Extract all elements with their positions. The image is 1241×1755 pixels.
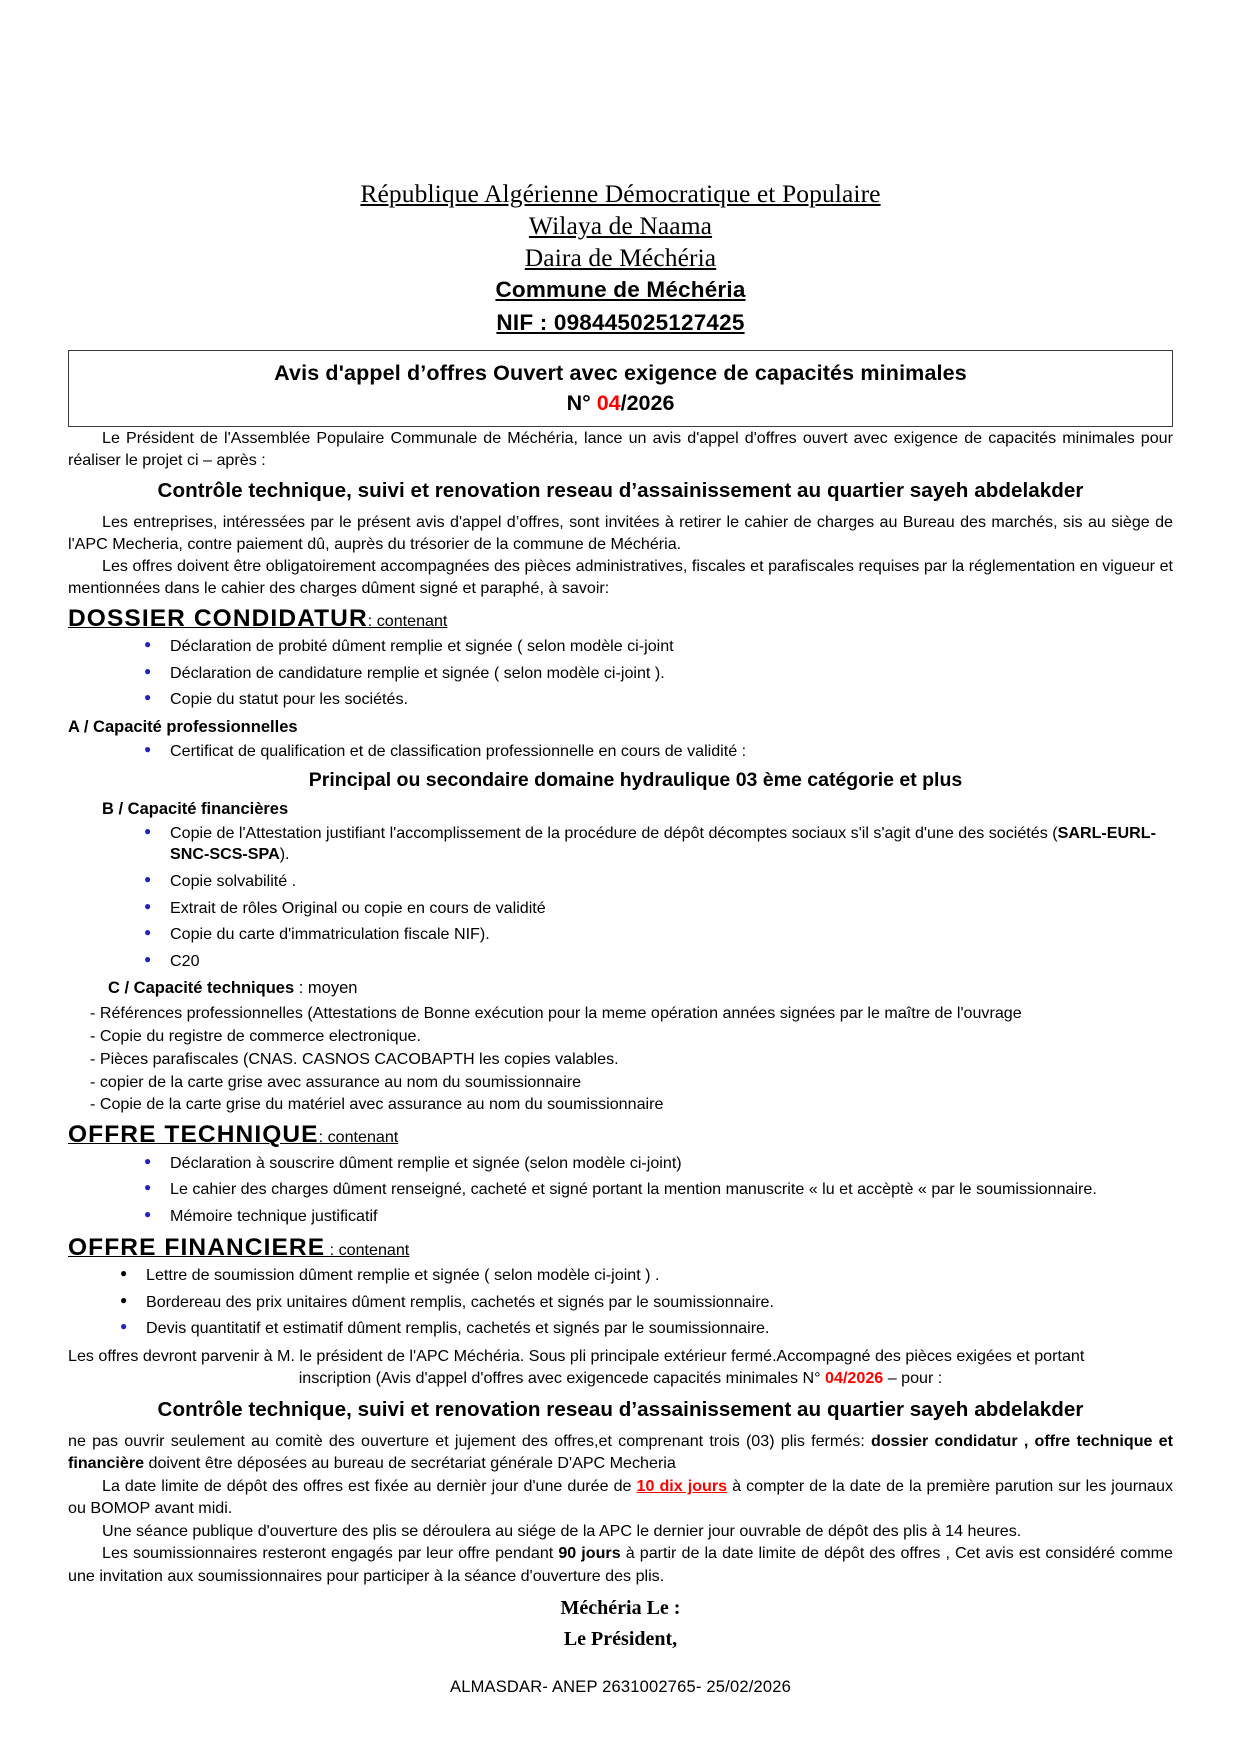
validity-text-b: à partir de la date limite de dépôt des offres , Cet avis est considéré comme une invitation aux soumissionnaires pour participer à la séance d'ouverture des plis. — [68, 1544, 1173, 1585]
offre-technique-heading-text: OFFRE TECHNIQUE — [68, 1121, 319, 1149]
project-title: Contrôle technique, suivi et renovation reseau d’assainissement au quartier sayeh abdelakder — [157, 479, 1084, 503]
commune-line — [68, 274, 1173, 306]
list-item: ● Déclaration à souscrire dûment remplie et signée (selon modèle ci-joint) — [144, 1153, 1173, 1175]
nif-line-text: NIF : 098445025127425 — [496, 309, 745, 335]
subsection-capacity-b: B / Capacité financières — [102, 800, 289, 819]
list-item: ● Déclaration de candidature remplie et signée ( selon modèle ci-joint ). — [144, 663, 1173, 685]
signature-place-date: Méchéria Le : — [560, 1597, 681, 1620]
inscription-text-a: inscription (Avis d'appel d'offres avec exigencede capacités minimales N° — [298, 1369, 826, 1388]
list-item: ● Copie du carte d'immatriculation fiscale NIF). — [144, 924, 1173, 946]
withdrawal-paragraph: Les entreprises, intéressées par le présent avis d'appel d’offres, sont invitées à retirer le cahier de charges au Bureau des marchés, sis au siège de l'APC Mecheria, contre paiement dû, auprès du trésorier de la commune de Méchéria. — [68, 512, 1173, 553]
list-item: ● Lettre de soumission dûment remplie et signée ( selon modèle ci-joint ) . — [120, 1265, 1173, 1287]
committee-text-a: ne pas ouvrir seulement au comitè des ouverture et jujement des offres,et comprenant trois (03) plis fermés: — [68, 1431, 871, 1450]
daira-line — [68, 242, 1173, 274]
republic-line-text: République Algérienne Démocratique et Populaire — [360, 179, 881, 208]
announcement-title-box — [68, 350, 1173, 427]
number-value: 04 — [596, 390, 621, 415]
daira-line-text: Daira de Méchéria — [524, 243, 717, 272]
company-types: SARL-EURL-SNC-SCS-SPA — [170, 823, 1156, 864]
capacity-b-list — [68, 823, 1173, 972]
list-item: - copier de la carte grise avec assurance au nom du soumissionnaire — [90, 1072, 582, 1091]
list-item: ● Extrait de rôles Original ou copie en cours de validité — [144, 898, 1173, 920]
list-item — [144, 823, 1173, 866]
number-prefix: N° — [566, 390, 597, 415]
committee-text-b: doivent être déposées au bureau de secrétariat générale D'APC Mecheria — [144, 1454, 676, 1473]
dossier-heading-text: DOSSIER CONDIDATUR — [68, 604, 368, 632]
validity-paragraph — [68, 1542, 1173, 1587]
capacity-c-list — [68, 1002, 1173, 1116]
offre-financiere-list — [68, 1265, 1173, 1340]
committee-paragraph — [68, 1430, 1173, 1475]
requirements-paragraph: Les offres doivent être obligatoirement accompagnées des pièces administratives, fiscales et parafiscales requises par la réglementation en vigueur et mentionnées dans le cahier des charges dûment signé et paraphé, à savoir: — [68, 557, 1173, 598]
validity-days: 90 jours — [558, 1544, 621, 1563]
list-item: - Références professionnelles (Attestations de Bonne exécution pour la meme opération années signées par le maître de l'ouvrage — [90, 1003, 1022, 1022]
offre-technique-list — [68, 1153, 1173, 1228]
submission-paragraph: Les offres devront parvenir à M. le président de l'APC Méchéria. Sous pli principale extérieur fermé.Accompagné des pièces exigées et portant — [68, 1346, 1085, 1365]
document-body — [68, 427, 1173, 1656]
validity-text-a: Les soumissionnaires resteront engagés par leur offre pendant — [102, 1544, 559, 1563]
offre-financiere-heading-tail: : contenant — [325, 1240, 410, 1259]
announcement-title: Avis d'appel d’offres Ouvert avec exigence de capacités minimales — [274, 361, 967, 385]
list-item: - Copie de la carte grise du matériel avec assurance au nom du soumissionnaire — [90, 1095, 664, 1114]
opening-session-paragraph: Une séance publique d'ouverture des plis se déroulera au siége de la APC le dernier jour ouvrable de dépôt des plis à 14 heures. — [102, 1521, 1022, 1540]
list-item: ● Le cahier des charges dûment renseigné, cacheté et signé portant la mention manuscrite « lu et accèptè « par le soumissionnaire. — [144, 1179, 1173, 1201]
footer-reference: ALMASDAR- ANEP 2631002765- 25/02/2026 — [450, 1678, 791, 1696]
list-item: - Copie du registre de commerce electronique. — [90, 1026, 421, 1045]
section-heading-offre-financiere — [68, 1233, 1173, 1264]
wilaya-line — [68, 210, 1173, 242]
committee-bold: dossier condidatur , offre technique et financière — [68, 1431, 1173, 1473]
dossier-heading-tail: : contenant — [367, 611, 448, 630]
inscription-number: 04/2026 — [825, 1369, 884, 1388]
list-item: ● C20 — [144, 951, 1173, 973]
wilaya-line-text: Wilaya de Naama — [528, 211, 713, 240]
list-item: ● Devis quantitatif et estimatif dûment remplis, cachetés et signés par le soumissionnaire. — [120, 1318, 1173, 1340]
number-year: /2026 — [620, 390, 675, 415]
section-heading-offre-technique — [68, 1120, 1173, 1151]
signature-block — [68, 1593, 1173, 1655]
republic-line — [68, 178, 1173, 210]
inscription-text-b: – pour : — [883, 1369, 943, 1388]
list-item: ● Mémoire technique justificatif — [144, 1206, 1173, 1228]
list-item: ● Bordereau des prix unitaires dûment remplis, cachetés et signés par le soumissionnaire. — [120, 1292, 1173, 1314]
signature-title: Le Président, — [563, 1628, 678, 1651]
commune-line-text: Commune de Méchéria — [495, 277, 746, 302]
capacity-a-list — [68, 741, 1173, 763]
list-item: ● Certificat de qualification et de classification professionnelle en cours de validité : — [144, 741, 1173, 763]
inscription-line — [68, 1367, 1173, 1390]
subsection-capacity-a: A / Capacité professionnelles — [68, 717, 298, 736]
deadline-text-b: à compter de la date de la première parution sur les journaux ou BOMOP avant midi. — [68, 1476, 1173, 1518]
deadline-duration: 10 dix jours — [636, 1476, 728, 1495]
announcement-number — [75, 389, 1166, 418]
list-item: ● Copie solvabilité . — [144, 871, 1173, 893]
list-item: - Pièces parafiscales (CNAS. CASNOS CACOBAPTH les copies valables. — [90, 1049, 619, 1068]
project-title-repeat: Contrôle technique, suivi et renovation reseau d’assainissement au quartier sayeh abdelakder — [157, 1397, 1084, 1421]
deadline-text-a: La date limite de dépôt des offres est fixée au dernièr jour d'une durée de — [102, 1476, 637, 1495]
intro-paragraph: Le Président de l'Assemblée Populaire Communale de Méchéria, lance un avis d'appel d'offres ouvert avec exigence de capacités minimales pour réaliser le projet ci – après : — [68, 428, 1173, 470]
list-item: ● Copie du statut pour les sociétés. — [144, 689, 1173, 711]
list-item: ● Déclaration de probité dûment remplie et signée ( selon modèle ci-joint — [144, 636, 1173, 658]
qualification-emphasis: Principal ou secondaire domaine hydraulique 03 ème catégorie et plus — [308, 769, 963, 792]
capacity-c-heading-tail: : moyen — [294, 979, 358, 998]
attestation-text-b: ). — [279, 845, 290, 864]
attestation-text-a: Copie de l'Attestation justifiant l'accomplissement de la procédure de dépôt décomptes sociaux s'il s'agit d'une des sociétés ( — [170, 823, 1058, 842]
capacity-c-heading-bold: C / Capacité techniques — [108, 979, 295, 998]
dossier-list — [68, 636, 1173, 711]
masthead — [68, 0, 1173, 338]
section-heading-dossier-condidatur — [68, 604, 1173, 635]
subsection-capacity-c — [68, 977, 1173, 1000]
deadline-paragraph — [68, 1475, 1173, 1520]
nif-line — [68, 307, 1173, 339]
offre-financiere-heading-text: OFFRE FINANCIERE — [68, 1233, 326, 1261]
closing-section — [68, 1345, 1173, 1588]
offre-technique-heading-tail: : contenant — [318, 1128, 399, 1147]
